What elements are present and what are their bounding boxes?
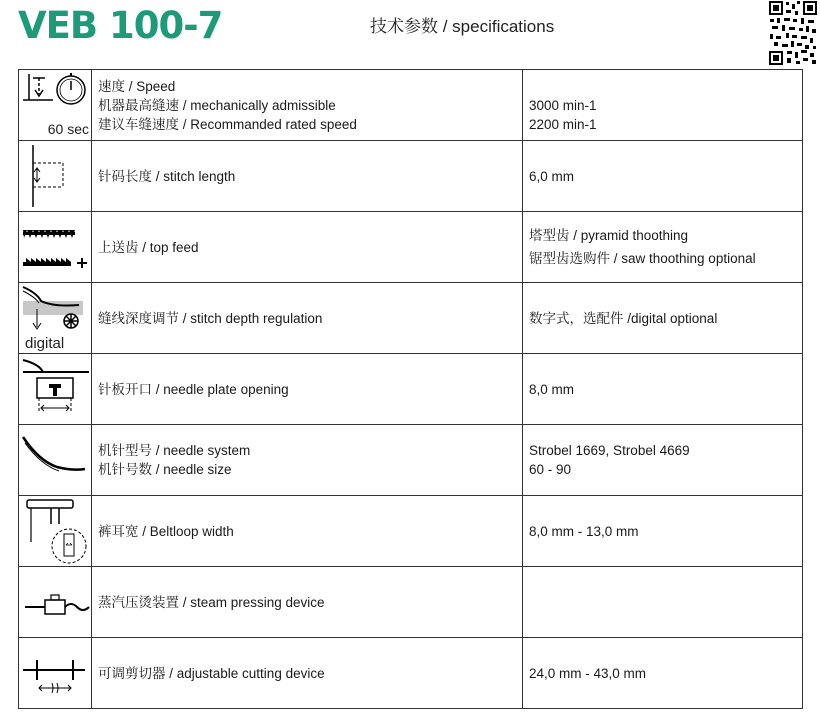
- row-description: 速度 / Speed 机器最高缝速 / mechanically admissible 建议车缝速度 / Recommanded rated speed: [92, 70, 523, 141]
- row-value: 数字式，选配件 /digital optional: [523, 283, 803, 354]
- row-value: 3000 min-1 2200 min-1: [523, 70, 803, 141]
- curved-needle-icon: [19, 425, 92, 496]
- spec-row-steam-pressing: [19, 567, 803, 638]
- spec-row-cutting-device: [19, 638, 803, 709]
- stitch-depth-icon: [19, 283, 92, 354]
- row-description: 针板开口 / needle plate opening: [92, 354, 523, 425]
- row-value: 塔型齿 / pyramid thoothing 锯型齿选购件 / saw thoothing optional: [523, 212, 803, 283]
- speed-clock-icon: [19, 70, 92, 141]
- spec-row-stitch-length: [19, 141, 803, 212]
- row-value: 6,0 mm: [523, 141, 803, 212]
- beltloop-icon: [19, 496, 92, 567]
- row-value: 24,0 mm - 43,0 mm: [523, 638, 803, 709]
- feed-teeth-icon: [19, 212, 92, 283]
- row-value: 8,0 mm - 13,0 mm: [523, 496, 803, 567]
- qr-code-icon: [768, 0, 818, 66]
- specifications-title: 技术参数 / specifications: [370, 17, 555, 36]
- spec-row-stitch-depth: [19, 283, 803, 354]
- row-description: 可调剪切器 / adjustable cutting device: [92, 638, 523, 709]
- row-value: [523, 567, 803, 638]
- needle-plate-icon: [19, 354, 92, 425]
- row-description: 上送齿 / top feed: [92, 212, 523, 283]
- row-description: 蒸汽压烫装置 / steam pressing device: [92, 567, 523, 638]
- spec-row-needle-plate: [19, 354, 803, 425]
- depth-icon-label: digital: [25, 335, 65, 352]
- row-description: 缝线深度调节 / stitch depth regulation: [92, 283, 523, 354]
- cutting-device-icon: [19, 638, 92, 709]
- model-title: VEB 100-7: [18, 4, 223, 47]
- steam-device-icon: [19, 567, 92, 638]
- row-description: 针码长度 / stitch length: [92, 141, 523, 212]
- row-value: Strobel 1669, Strobel 4669 60 - 90: [523, 425, 803, 496]
- specifications-table: [18, 69, 803, 709]
- spec-row-needle-system: [19, 425, 803, 496]
- stitch-length-icon: [19, 141, 92, 212]
- speed-icon-label: 60 sec: [47, 121, 89, 137]
- spec-row-speed: [19, 70, 803, 141]
- spec-row-beltloop-width: [19, 496, 803, 567]
- row-description: 裤耳宽 / Beltloop width: [92, 496, 523, 567]
- spec-row-top-feed: [19, 212, 803, 283]
- row-description: 机针型号 / needle system 机针号数 / needle size: [92, 425, 523, 496]
- row-value: 8,0 mm: [523, 354, 803, 425]
